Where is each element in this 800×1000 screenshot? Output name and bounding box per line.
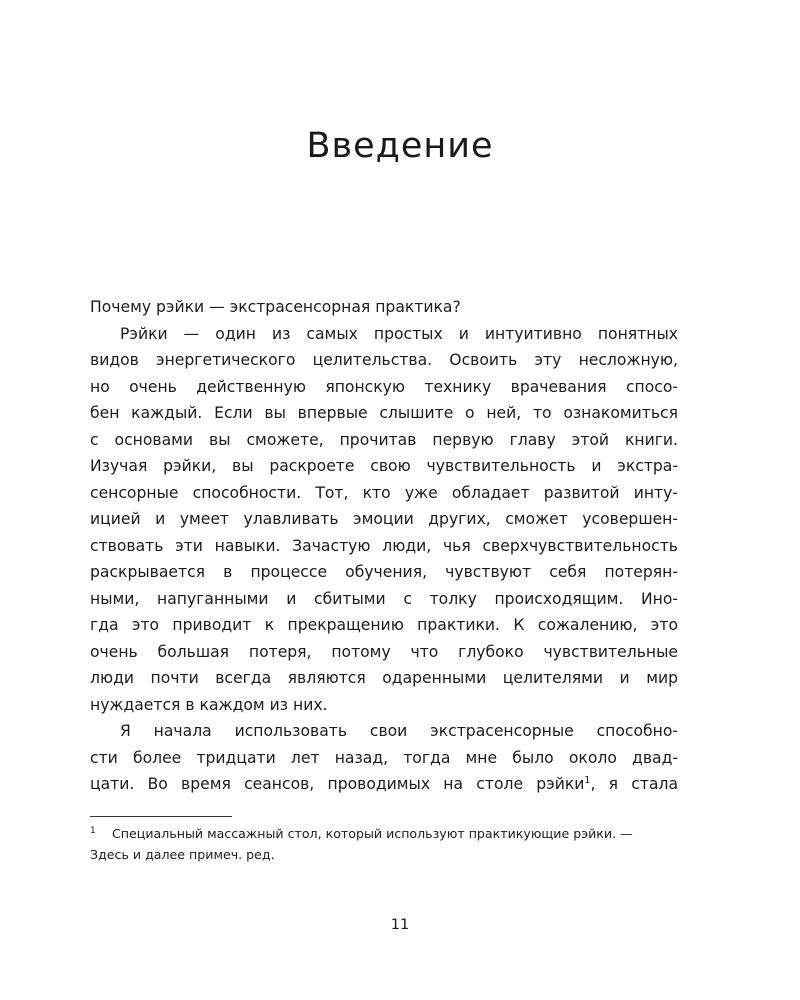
footnote-marker: 1 xyxy=(90,826,96,836)
footnote-reference[interactable]: 1 xyxy=(584,774,591,786)
text-line: с основами вы сможете, прочитав первую главу этой книги. xyxy=(90,430,678,449)
text-line: но очень действенную японскую технику врачевания спосо- xyxy=(90,377,678,396)
footnote xyxy=(90,823,678,865)
text-line: видов энергетического целительства. Освоить эту несложную, xyxy=(90,351,678,369)
text-line: раскрывается в процессе обучения, чувствуют себя потерян- xyxy=(90,563,678,581)
chapter-title: Введение xyxy=(306,126,494,166)
text-line: бен каждый. Если вы впервые слышите о ней, то ознакомиться xyxy=(90,404,678,422)
text-line: нуждается в каждом из них. xyxy=(90,695,328,714)
text-line: сти более тридцати лет назад, тогда мне было около двад- xyxy=(90,748,678,767)
footnote-line: Здесь и далее примеч. ред. xyxy=(90,847,275,862)
text-line: ствовать эти навыки. Зачастую люди, чья сверхчувствительность xyxy=(90,536,678,555)
body-text xyxy=(90,294,678,798)
text-line: люди почти всегда являются одаренными целителями и мир xyxy=(90,669,678,687)
text-line: Изучая рэйки, вы раскроете свою чувствительность и экстра- xyxy=(90,457,678,475)
text-line: сенсорные способности. Тот, кто уже обладает развитой инту- xyxy=(90,483,678,502)
text-line: Я начала использовать свои экстрасенсорные способно- xyxy=(120,722,678,740)
text-fragment: цати. Во время сеансов, проводимых на столе рэйки xyxy=(90,775,585,793)
text-line: гда это приводит к прекращению практики. К сожалению, это xyxy=(90,616,678,634)
text-line: очень большая потеря, потому что глубоко чувствительные xyxy=(90,642,678,661)
section-heading: Почему рэйки — экстрасенсорная практика? xyxy=(90,298,461,316)
text-fragment: , я стала xyxy=(590,775,678,793)
text-line: ными, напуганными и сбитыми с толку происходящим. Ино- xyxy=(90,589,678,608)
footnote-text: Специальный массажный стол, который используют практикующие рэйки. — xyxy=(112,826,633,841)
text-line: ицией и умеет улавливать эмоции других, сможет усовершен- xyxy=(90,510,678,528)
text-line: Рэйки — один из самых простых и интуитивно понятных xyxy=(120,324,678,343)
page-number: 11 xyxy=(390,917,410,933)
text-line-with-footnote xyxy=(90,771,678,798)
footnote-divider xyxy=(90,816,232,817)
footnote-line xyxy=(90,823,678,844)
